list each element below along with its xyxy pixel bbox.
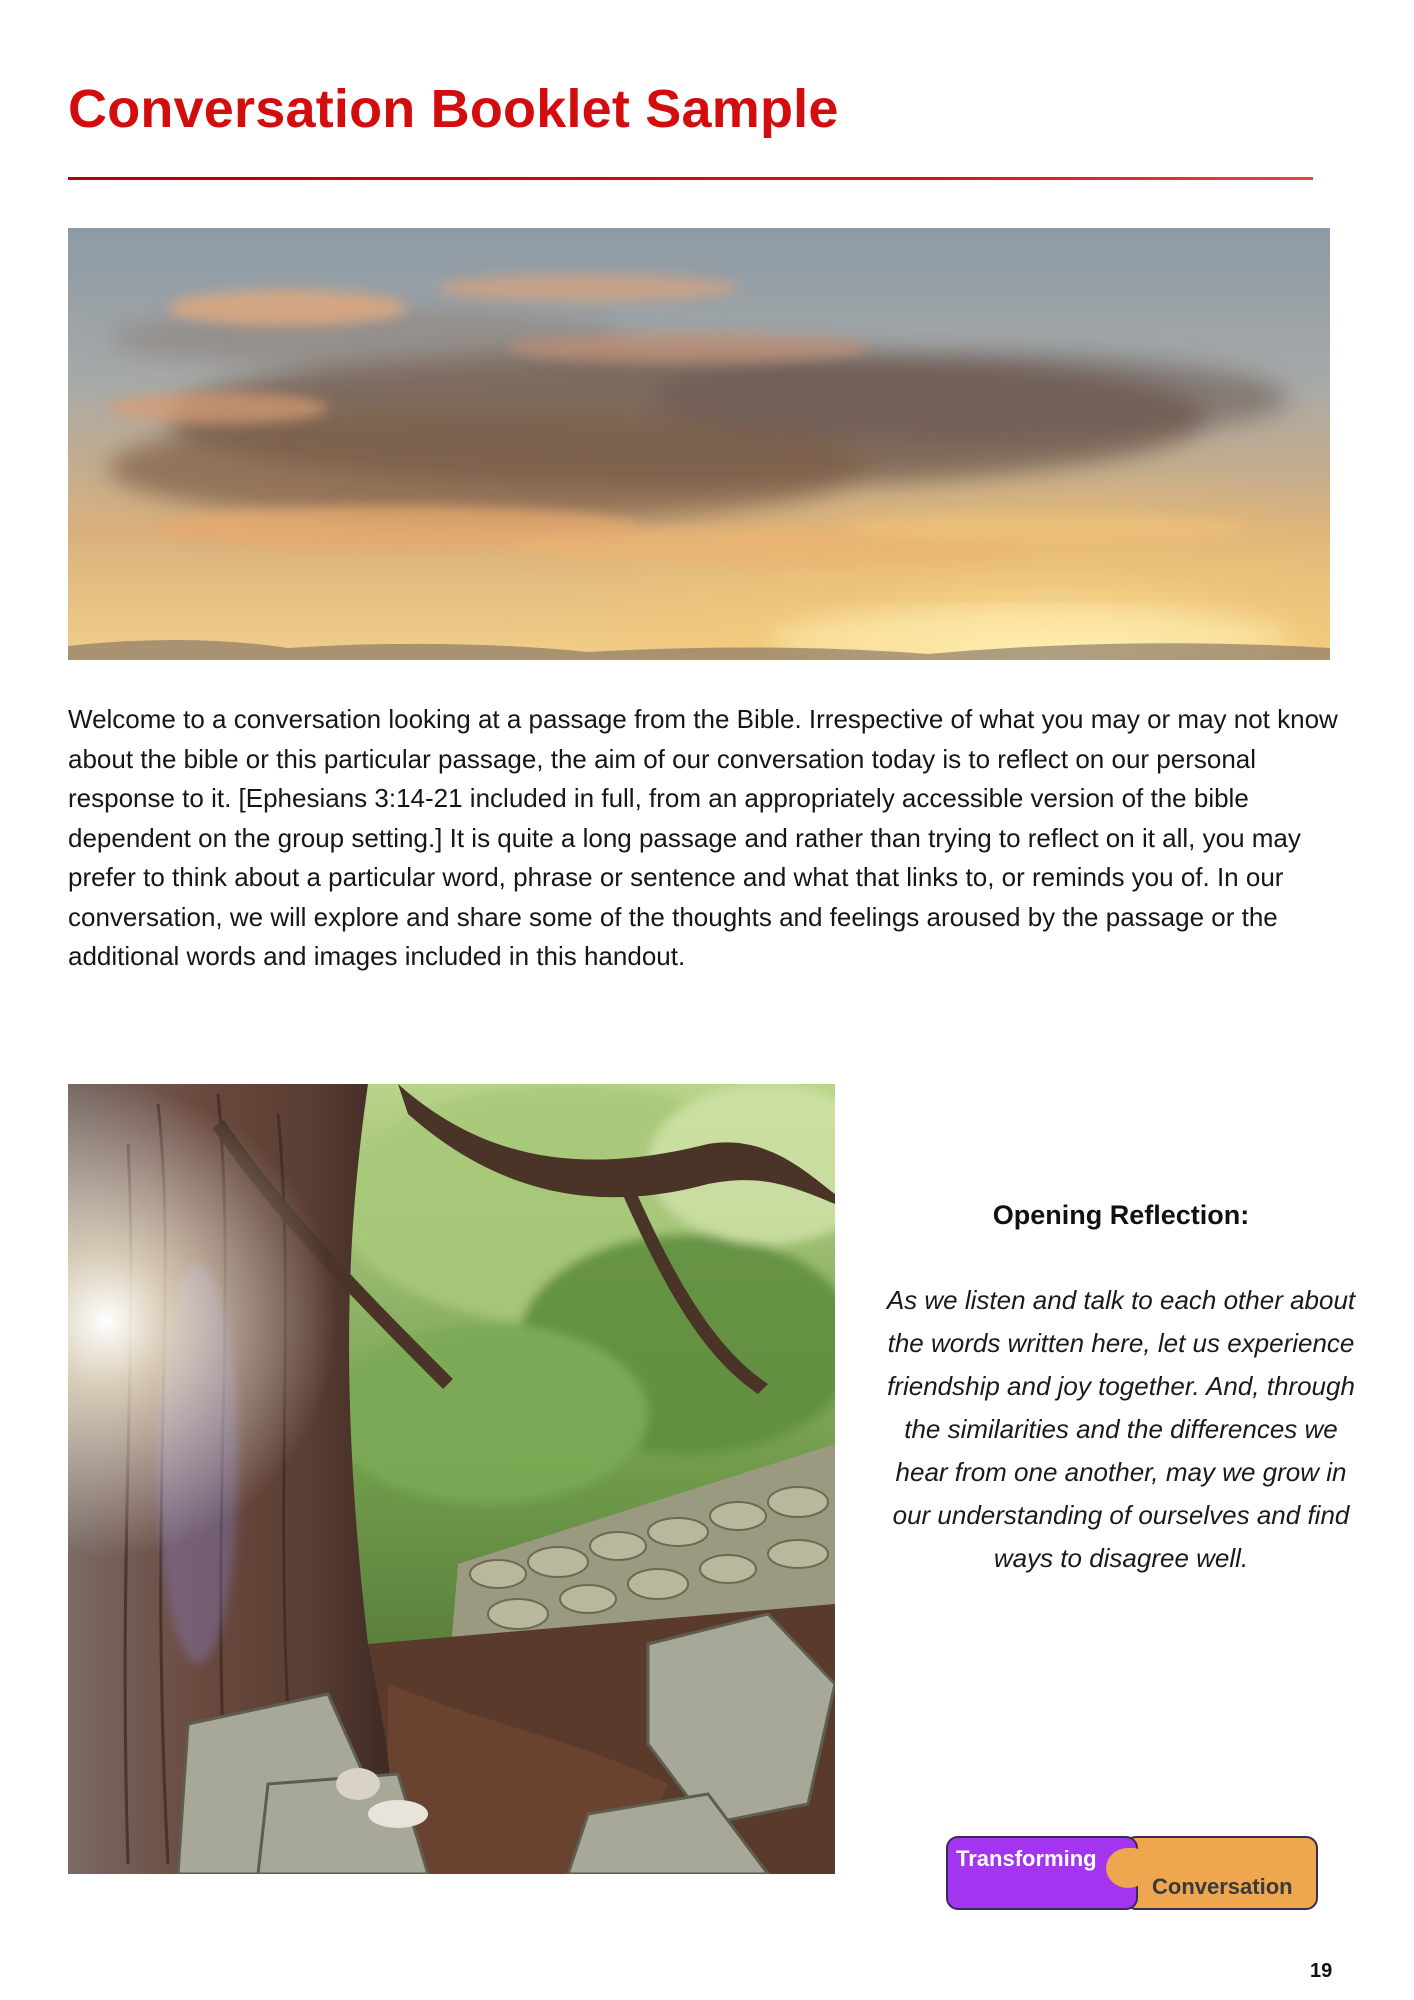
- page-number: 19: [1310, 1960, 1333, 1982]
- page-title: Conversation Booklet Sample: [68, 79, 839, 139]
- sunset-sky-image: [68, 228, 1330, 660]
- transforming-conversation-logo: [946, 1834, 1320, 1912]
- logo-word-conversation: Conversation: [1152, 1874, 1293, 1899]
- logo-word-transforming: Transforming: [956, 1846, 1097, 1871]
- reflection-heading: Opening Reflection:: [992, 1200, 1250, 1230]
- logo-speech-tail: [1106, 1848, 1150, 1888]
- intro-paragraph: Welcome to a conversation looking at a passage from the Bible. Irrespective of what you may or may not know about the bible or this particular passage, the aim of our conversation today is to reflect on our personal response to it. [Ephesians 3:14-21 included in full, from an appropriately accessible version of the bible dependent on the group setting.] It is quite a long passage and rather than trying to reflect on it all, you may prefer to think about a particular word, phrase or sentence and what that links to, or reminds you of. In our conversation, we will explore and share some of the thoughts and feelings aroused by the passage or the additional words and images included in this handout.: [68, 704, 1338, 971]
- woodland-image: [68, 1084, 835, 1874]
- opening-reflection: [876, 1200, 1366, 1580]
- reflection-text: As we listen and talk to each other about the words written here, let us experience friendship and joy together. And, through the similarities and the differences we hear from one another, may we grow in our understanding of ourselves and find ways to disagree well.: [886, 1285, 1356, 1573]
- title-divider: [68, 177, 1313, 180]
